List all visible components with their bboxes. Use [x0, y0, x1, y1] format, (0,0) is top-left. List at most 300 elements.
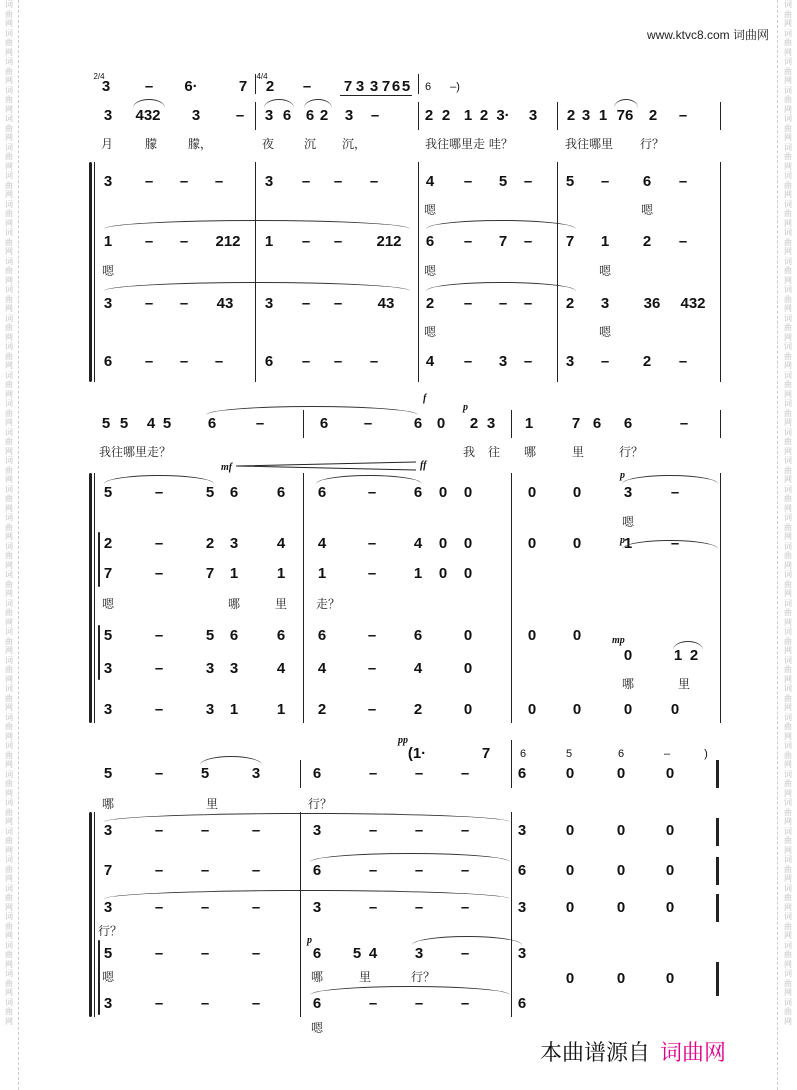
note: 2	[642, 233, 652, 250]
footer-brand-link[interactable]: 词曲网	[660, 1041, 727, 1066]
note: 6	[317, 484, 327, 501]
final-barline	[716, 962, 719, 996]
lyric: 里	[571, 445, 585, 459]
note: –	[498, 295, 508, 312]
lyric: 月	[100, 137, 114, 151]
note: 7	[381, 78, 391, 95]
note: –	[523, 353, 533, 370]
slur	[104, 813, 510, 822]
note: –	[251, 995, 261, 1012]
note: 5	[200, 765, 210, 782]
slur	[104, 890, 510, 899]
note: 0	[665, 970, 675, 987]
barline	[720, 102, 721, 130]
note: –	[154, 484, 164, 501]
note: 3	[600, 295, 610, 312]
note: –	[663, 748, 671, 760]
note: 3	[312, 822, 322, 839]
note: 0	[565, 862, 575, 879]
voice-brace	[98, 940, 100, 1015]
note: 7	[103, 565, 113, 582]
note: –	[154, 660, 164, 677]
note: –	[144, 78, 154, 95]
note: –	[679, 415, 689, 432]
lyric: 里	[358, 970, 372, 984]
underline	[340, 95, 412, 96]
note: 0	[572, 627, 582, 644]
lyric: 嗯	[640, 203, 654, 217]
slur	[622, 475, 718, 484]
note: 5	[205, 627, 215, 644]
note: 6	[413, 415, 423, 432]
note: 6	[207, 415, 217, 432]
note: 3	[486, 415, 496, 432]
note: –	[251, 945, 261, 962]
lyric: 我	[462, 445, 476, 459]
note: 6	[642, 173, 652, 190]
note: 3	[355, 78, 365, 95]
note: 0	[438, 484, 448, 501]
note: –	[368, 862, 378, 879]
dynamic-mark: pp	[398, 735, 408, 746]
note: 3	[191, 107, 201, 124]
barline	[720, 162, 721, 382]
lyric: 沉	[303, 137, 317, 151]
note: 3·	[496, 107, 510, 124]
margin-line-left	[18, 0, 19, 1090]
note: 3	[528, 107, 538, 124]
slur	[614, 99, 638, 108]
note: 1	[264, 233, 274, 250]
note: –	[678, 107, 688, 124]
note: –	[255, 415, 265, 432]
lyric: 沉，	[341, 137, 367, 151]
barline	[303, 410, 304, 438]
note: 3	[498, 353, 508, 370]
note: 3	[251, 765, 261, 782]
lyric: 嗯	[598, 325, 612, 339]
note: –	[154, 627, 164, 644]
note: –	[678, 233, 688, 250]
note: 3	[205, 701, 215, 718]
voice-brace	[98, 625, 100, 680]
note: 3	[103, 173, 113, 190]
note: 2	[424, 107, 434, 124]
note: 0	[616, 822, 626, 839]
note: –	[368, 899, 378, 916]
barline	[720, 473, 721, 723]
note: 2	[103, 535, 113, 552]
note: 0	[436, 415, 446, 432]
lyric: 嗯	[423, 203, 437, 217]
barline	[300, 760, 301, 788]
note: –	[414, 822, 424, 839]
note: –	[154, 822, 164, 839]
note: 1	[673, 647, 683, 664]
note: –	[463, 233, 473, 250]
note: 6	[282, 107, 292, 124]
note: 2	[425, 295, 435, 312]
note: 3	[205, 660, 215, 677]
note: 0	[616, 970, 626, 987]
note: 2	[566, 107, 576, 124]
barline	[557, 162, 558, 382]
slur	[673, 641, 703, 650]
note: 0	[463, 484, 473, 501]
system-line	[94, 162, 95, 382]
note: 0	[565, 822, 575, 839]
note: –	[179, 173, 189, 190]
note: 0	[665, 765, 675, 782]
note: –	[144, 353, 154, 370]
note: 212	[215, 233, 241, 250]
note: 6	[312, 862, 322, 879]
note: –	[154, 862, 164, 879]
note: 6	[305, 107, 315, 124]
barline	[303, 473, 304, 723]
note: 212	[376, 233, 402, 250]
note: 3	[581, 107, 591, 124]
note: 43	[216, 295, 234, 312]
note: –	[460, 822, 470, 839]
note: 5	[565, 748, 573, 760]
note: 4	[425, 173, 435, 190]
note: 4	[146, 415, 156, 432]
footer-text: 本曲谱源自	[540, 1041, 651, 1066]
barline	[511, 760, 512, 788]
note: 6	[519, 748, 527, 760]
dynamic-mark: ff	[420, 460, 427, 471]
note: –	[251, 899, 261, 916]
note: –	[670, 484, 680, 501]
lyric: 朦，	[187, 137, 213, 151]
note: 7	[498, 233, 508, 250]
note: –	[600, 173, 610, 190]
note: 432	[680, 295, 706, 312]
barline	[511, 473, 512, 723]
note: –	[367, 484, 377, 501]
note: 0	[665, 899, 675, 916]
note: 76	[616, 107, 634, 124]
note: 1	[276, 565, 286, 582]
barline	[300, 812, 301, 1017]
note: –	[200, 862, 210, 879]
note: 6	[517, 862, 527, 879]
note: 6·	[184, 78, 198, 95]
slur	[104, 282, 410, 291]
choir-brace	[89, 162, 92, 382]
final-barline	[716, 818, 719, 846]
note: –	[200, 945, 210, 962]
note: 4	[413, 535, 423, 552]
note: –	[460, 862, 470, 879]
note: 3	[229, 535, 239, 552]
barline	[557, 102, 558, 130]
note: 3	[264, 295, 274, 312]
note: 0	[616, 862, 626, 879]
barline	[418, 162, 419, 382]
note: 1	[317, 565, 327, 582]
note: –	[333, 233, 343, 250]
note: 1	[524, 415, 534, 432]
note: 3	[264, 107, 274, 124]
note: 4	[425, 353, 435, 370]
note: 7	[565, 233, 575, 250]
note: 5	[565, 173, 575, 190]
note: 0	[565, 765, 575, 782]
barline	[255, 162, 256, 382]
note: –	[154, 945, 164, 962]
slur	[104, 220, 410, 229]
note: –	[370, 107, 380, 124]
lyric: 嗯	[310, 1021, 324, 1035]
dynamic-mark: p	[307, 935, 312, 946]
note: 0	[463, 701, 473, 718]
note: 36	[643, 295, 661, 312]
barline	[511, 740, 512, 760]
note: 6	[623, 415, 633, 432]
note: 2	[319, 107, 329, 124]
note: 6	[617, 748, 625, 760]
note: 3	[414, 945, 424, 962]
slur	[622, 540, 718, 549]
note: –	[363, 415, 373, 432]
note: –	[154, 899, 164, 916]
barline	[720, 410, 721, 438]
note: 1	[413, 565, 423, 582]
note: 6	[391, 78, 401, 95]
note: 2	[479, 107, 489, 124]
note: 7	[481, 745, 491, 762]
note: 6	[312, 995, 322, 1012]
note: –	[144, 295, 154, 312]
lyric: 我往哪里	[565, 137, 614, 151]
note: 0	[572, 701, 582, 718]
note: –	[367, 660, 377, 677]
note: 2	[317, 701, 327, 718]
note: 0	[463, 627, 473, 644]
lyric: 行？	[410, 970, 436, 984]
note: –	[367, 701, 377, 718]
note: 1	[463, 107, 473, 124]
note: 6	[425, 233, 435, 250]
note: –	[251, 862, 261, 879]
note: –	[301, 295, 311, 312]
note: 3	[517, 945, 527, 962]
lyric: 嗯	[101, 264, 115, 278]
note: 0	[527, 535, 537, 552]
note: 6	[592, 415, 602, 432]
note: 6	[229, 484, 239, 501]
note: 1	[600, 233, 610, 250]
lyric: 里	[205, 797, 219, 811]
final-barline	[716, 894, 719, 922]
slur	[426, 282, 576, 291]
slur	[310, 853, 510, 862]
lyric: 哪	[523, 445, 537, 459]
lyric: 行？	[307, 797, 333, 811]
dynamic-mark: p	[620, 470, 625, 481]
note: 4	[413, 660, 423, 677]
note: 0	[670, 701, 680, 718]
note: –	[369, 353, 379, 370]
note: 3	[103, 660, 113, 677]
note: –	[414, 765, 424, 782]
note: 2	[205, 535, 215, 552]
note: –	[154, 701, 164, 718]
dynamic-mark: p	[463, 402, 468, 413]
note: –	[367, 535, 377, 552]
lyric: 嗯	[101, 597, 115, 611]
lyric: 往	[487, 445, 501, 459]
slur	[133, 99, 165, 108]
note: –	[179, 295, 189, 312]
note: –	[600, 353, 610, 370]
dynamic-mark: p	[620, 535, 625, 546]
note: –	[414, 995, 424, 1012]
note: –	[301, 173, 311, 190]
note: 5	[162, 415, 172, 432]
note: 6	[103, 353, 113, 370]
note: –	[200, 822, 210, 839]
note: 3	[103, 899, 113, 916]
note: 3	[103, 995, 113, 1012]
slur	[426, 220, 576, 229]
note: 6	[312, 765, 322, 782]
note: 6	[229, 627, 239, 644]
slur	[104, 475, 214, 484]
note: 0	[565, 899, 575, 916]
note: 3	[312, 899, 322, 916]
lyric: 嗯	[423, 325, 437, 339]
barline	[418, 102, 419, 130]
note: –	[200, 995, 210, 1012]
system-line	[94, 812, 95, 1017]
lyric: 里	[274, 597, 288, 611]
note: 6	[264, 353, 274, 370]
lyric: 我往哪里走？	[99, 445, 172, 459]
lyric: 行？	[97, 924, 123, 938]
note: 2	[642, 353, 652, 370]
note: 3	[517, 822, 527, 839]
note: –	[301, 233, 311, 250]
note: –	[367, 565, 377, 582]
note: 1	[103, 233, 113, 250]
note: –	[154, 995, 164, 1012]
note: 5	[103, 627, 113, 644]
note: 7	[343, 78, 353, 95]
note: 3	[103, 295, 113, 312]
note: 6	[276, 627, 286, 644]
note: 3	[103, 107, 113, 124]
note: 0	[438, 565, 448, 582]
note: 0	[665, 822, 675, 839]
choir-brace	[89, 473, 92, 723]
note: –	[523, 173, 533, 190]
note: 6	[312, 945, 322, 962]
note: 0	[463, 535, 473, 552]
note: –	[333, 173, 343, 190]
barline	[511, 410, 512, 438]
footer-source	[540, 1036, 726, 1067]
note: 2	[441, 107, 451, 124]
note: 3	[565, 353, 575, 370]
note: –	[369, 173, 379, 190]
note: 0	[623, 647, 633, 664]
slur	[412, 936, 522, 945]
note: 5	[119, 415, 129, 432]
note: –	[678, 353, 688, 370]
final-barline	[716, 857, 719, 885]
lyric: 嗯	[598, 264, 612, 278]
note: –	[302, 78, 312, 95]
note: 3	[229, 660, 239, 677]
note: 2	[413, 701, 423, 718]
time-signature: 4/4	[256, 72, 268, 81]
side-watermark-right: 词曲网词曲网词曲网词曲网词曲网词曲网词曲网词曲网词曲网词曲网词曲网词曲网词曲网词曲网词曲网词曲网词曲网词曲网词曲网词曲网词曲网词曲网词曲网词曲网词曲网词曲网词曲网词曲网词曲网词曲网词曲网词曲网词曲网词曲网词曲网词曲网	[784, 0, 792, 1026]
note: 6	[276, 484, 286, 501]
note: –	[214, 173, 224, 190]
note: 5	[101, 415, 111, 432]
note: 0	[572, 484, 582, 501]
voice-brace	[98, 532, 100, 587]
note: )	[704, 748, 708, 760]
note: –	[154, 535, 164, 552]
note: –	[414, 899, 424, 916]
barline	[255, 74, 256, 94]
note: –	[301, 353, 311, 370]
note: –	[368, 822, 378, 839]
lyric: 我往哪里走 哇？	[425, 137, 513, 151]
note: 1	[598, 107, 608, 124]
lyric: 哪	[621, 677, 635, 691]
note: 5	[498, 173, 508, 190]
side-watermark-left: 词曲网词曲网词曲网词曲网词曲网词曲网词曲网词曲网词曲网词曲网词曲网词曲网词曲网词曲网词曲网词曲网词曲网词曲网词曲网词曲网词曲网词曲网词曲网词曲网词曲网词曲网词曲网词曲网词曲网词曲网词曲网词曲网词曲网词曲网词曲网词曲网	[5, 0, 13, 1026]
note: 3	[101, 78, 111, 95]
note: 4	[317, 660, 327, 677]
note: 0	[527, 627, 537, 644]
slur	[206, 406, 418, 415]
note: 1	[229, 565, 239, 582]
note: 7	[205, 565, 215, 582]
note: 5	[205, 484, 215, 501]
note: 6	[319, 415, 329, 432]
note: 3	[517, 899, 527, 916]
note: 7	[103, 862, 113, 879]
lyric: 里	[677, 677, 691, 691]
note: 3	[344, 107, 354, 124]
note: –	[179, 353, 189, 370]
final-barline	[716, 760, 719, 788]
note: –	[367, 627, 377, 644]
note: –	[368, 765, 378, 782]
note: 6	[517, 995, 527, 1012]
note: 0	[527, 484, 537, 501]
slur	[304, 99, 332, 108]
note: –	[144, 233, 154, 250]
lyric: 行？	[618, 445, 644, 459]
note: 0	[616, 899, 626, 916]
lyric: 哪	[101, 797, 115, 811]
dynamic-mark: mf	[221, 462, 233, 473]
note: 5	[401, 78, 411, 95]
lyric: 行？	[640, 137, 665, 151]
note: –	[460, 995, 470, 1012]
note: –)	[450, 81, 460, 93]
note: –	[154, 565, 164, 582]
lyric: 朦	[144, 137, 158, 151]
time-signature: 2/4	[93, 72, 105, 81]
